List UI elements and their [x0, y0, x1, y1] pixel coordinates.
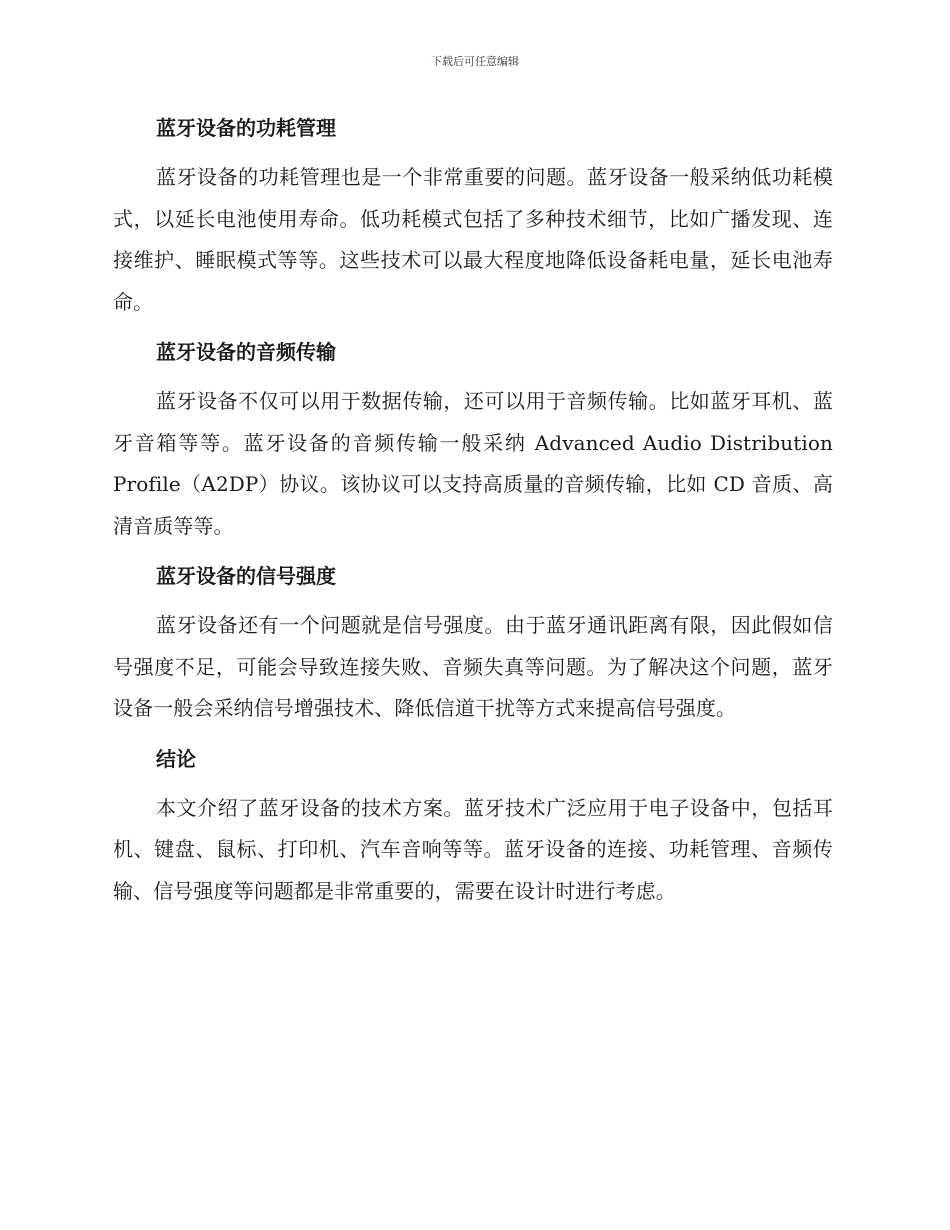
document-body: [113, 110, 833, 923]
section-heading-audio-transmission: 蓝牙设备的音频传输: [156, 340, 336, 364]
section-heading-signal-strength: 蓝牙设备的信号强度: [156, 564, 336, 588]
section-paragraph-power-management: 蓝牙设备的功耗管理也是一个非常重要的问题。蓝牙设备一般采纳低功耗模式，以延长电池使用寿命。低功耗模式包括了多种技术细节，比如广播发现、连接维护、睡眠模式等等。这些技术可以最大程度地降低设备耗电量，延长电池寿命。: [113, 165, 833, 314]
section-paragraph-signal-strength: 蓝牙设备还有一个问题就是信号强度。由于蓝牙通讯距离有限，因此假如信号强度不足，可能会导致连接失败、音频失真等问题。为了解决这个问题，蓝牙设备一般会采纳信号增强技术、降低信道干扰等方式来提高信号强度。: [113, 613, 833, 720]
section-paragraph-audio-transmission: 蓝牙设备不仅可以用于数据传输，还可以用于音频传输。比如蓝牙耳机、蓝牙音箱等等。蓝牙设备的音频传输一般采纳 Advanced Audio Distribution Profile（A2DP）协议。该协议可以支持高质量的音频传输，比如 CD 音质、高清音质等等。: [113, 389, 833, 538]
section-heading-power-management: 蓝牙设备的功耗管理: [156, 116, 336, 140]
section-heading-conclusion: 结论: [156, 746, 196, 771]
page-header-note: 下载后可任意编辑: [431, 55, 519, 68]
section-paragraph-conclusion: 本文介绍了蓝牙设备的技术方案。蓝牙技术广泛应用于电子设备中，包括耳机、键盘、鼠标、打印机、汽车音响等等。蓝牙设备的连接、功耗管理、音频传输、信号强度等问题都是非常重要的，需要在设计时进行考虑。: [113, 795, 833, 903]
